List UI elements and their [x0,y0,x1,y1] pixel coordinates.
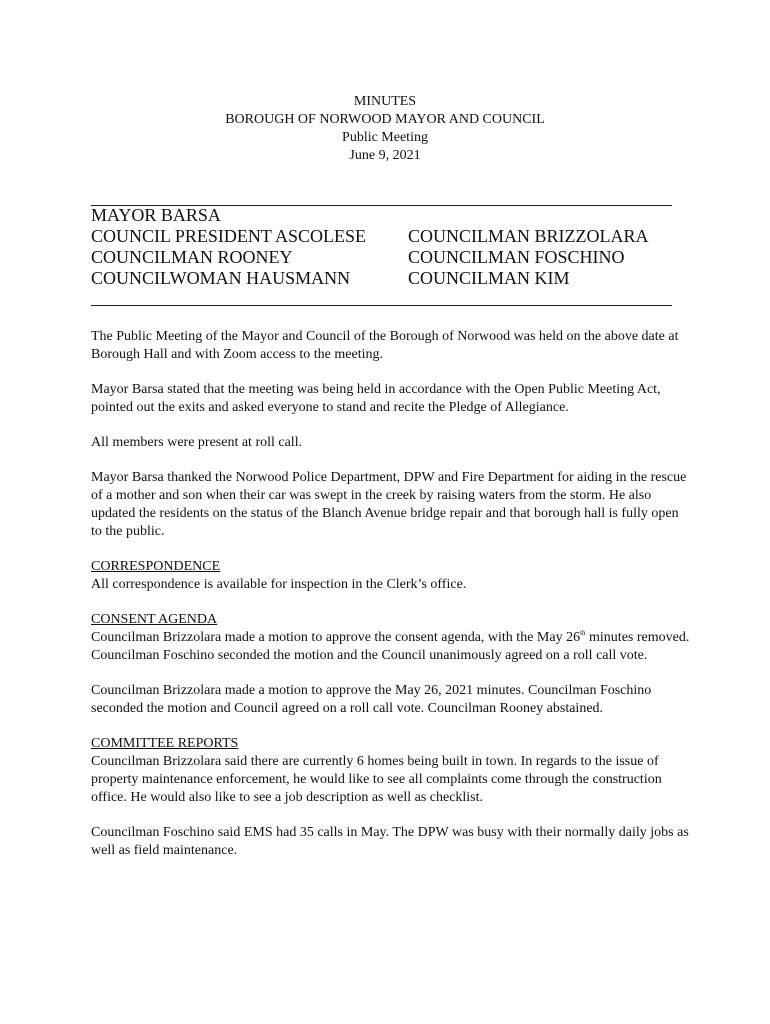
paragraph-open-meeting-act: Mayor Barsa stated that the meeting was being held in accordance with the Open Public Meeting Act, pointed out the exits and asked everyone to stand and recite the Pledge of Allegiance. [91,382,661,415]
heading-correspondence: CORRESPONDENCE [91,559,221,574]
paragraph-opening: The Public Meeting of the Mayor and Council of the Borough of Norwood was held on the above date at Borough Hall and with Zoom access to the meeting. [91,329,679,362]
header-organization: BOROUGH OF NORWOOD MAYOR AND COUNCIL [225,112,545,127]
ordinal-suffix: th [580,629,586,637]
member-mayor: MAYOR BARSA [91,205,221,225]
paragraph-correspondence: All correspondence is available for inspection in the Clerk’s office. [91,577,467,592]
members-row [91,268,691,289]
paragraph-minutes-approval: Councilman Brizzolara made a motion to approve the May 26, 2021 minutes. Councilman Foschino seconded the motion and Council agreed on a roll call vote. Councilman Rooney abstained. [91,683,652,716]
member-right: COUNCILMAN BRIZZOLARA [408,226,649,246]
consent-text-b: minutes removed. Councilman Foschino seconded the motion and the Council unanimously agreed on a roll call vote. [91,630,690,663]
members-row [91,205,691,226]
member-left: COUNCILMAN ROONEY [91,247,293,267]
document-header [0,93,770,165]
bottom-divider [91,305,672,306]
minutes-body [91,328,691,860]
member-left: COUNCILWOMAN HAUSMANN [91,268,351,288]
members-row [91,247,691,268]
paragraph-foschino-report: Councilman Foschino said EMS had 35 calls in May. The DPW was busy with their normally daily jobs as well as field maintenance. [91,825,689,858]
members-row [91,226,691,247]
paragraph-brizzolara-report: Councilman Brizzolara said there are currently 6 homes being built in town. In regards to the issue of property maintenance enforcement, he would like to see all complaints come through the construction office. He would also like to see a job description as well as checklist. [91,754,662,805]
member-left: COUNCIL PRESIDENT ASCOLESE [91,226,367,246]
header-meeting-type: Public Meeting [342,130,428,145]
heading-committee-reports: COMMITTEE REPORTS [91,736,239,751]
paragraph-mayor-thanks: Mayor Barsa thanked the Norwood Police Department, DPW and Fire Department for aiding in the rescue of a mother and son when their car was swept in the creek by raising waters from the storm. He also updated the residents on the status of the Blanch Avenue bridge repair and that borough hall is fully open to the public. [91,470,687,539]
header-date: June 9, 2021 [349,148,421,163]
paragraph-consent-agenda-motion [91,629,691,665]
heading-consent-agenda: CONSENT AGENDA [91,612,218,627]
members-list [91,205,691,289]
consent-text-a: Councilman Brizzolara made a motion to approve the consent agenda, with the May 26 [91,630,581,645]
member-right: COUNCILMAN FOSCHINO [408,247,625,267]
member-right: COUNCILMAN KIM [408,268,570,288]
paragraph-roll-call: All members were present at roll call. [91,435,303,450]
header-title: MINUTES [353,94,417,109]
